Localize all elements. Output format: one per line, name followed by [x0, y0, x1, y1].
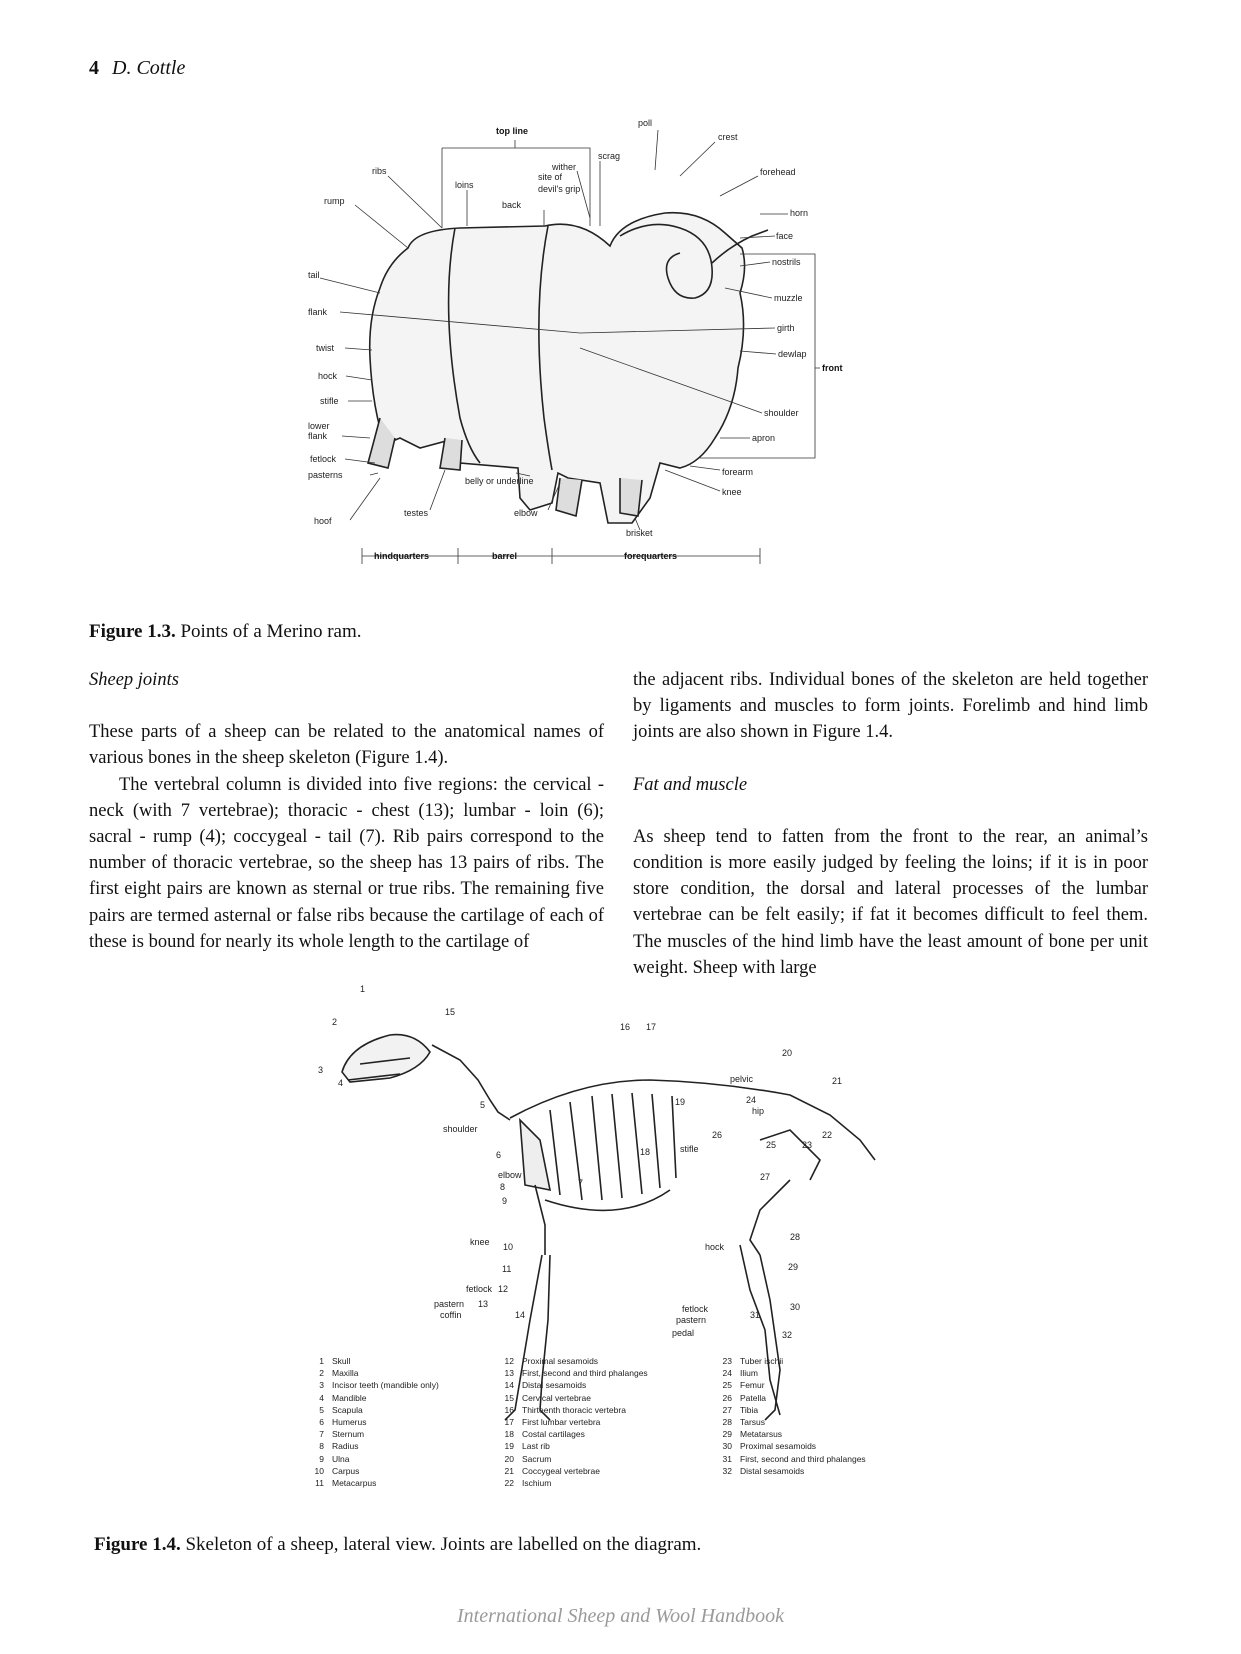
label-hindquarters: hindquarters [374, 551, 430, 561]
label-rump: rump [324, 196, 345, 206]
legend-bone-name: Scapula [332, 1404, 363, 1415]
bone-number: 28 [790, 1232, 801, 1242]
legend-bone-name: Tibia [740, 1404, 759, 1415]
label-girth: girth [777, 323, 795, 333]
heading-fat-and-muscle: Fat and muscle [633, 774, 748, 795]
legend-item [718, 1367, 868, 1379]
legend-item [500, 1379, 696, 1391]
label-pasterns: pasterns [308, 470, 343, 480]
bone-number: 7 [578, 1178, 584, 1188]
label-apron: apron [752, 433, 776, 443]
label-pastern-hind: pastern [676, 1315, 707, 1325]
label-face: face [776, 231, 794, 241]
label-poll: poll [638, 118, 653, 128]
ram-drawing [368, 213, 768, 523]
bone-number: 27 [760, 1172, 771, 1182]
legend-column [310, 1355, 478, 1489]
legend-bone-name: Patella [740, 1392, 766, 1403]
legend-bone-name: Distal sesamoids [522, 1380, 587, 1391]
legend-number: 8 [319, 1441, 324, 1452]
legend-item [718, 1379, 868, 1391]
label-hip: hip [752, 1106, 765, 1116]
legend-number: 28 [722, 1417, 732, 1428]
legend-number: 21 [504, 1465, 514, 1476]
legend-number: 2 [319, 1368, 324, 1379]
label-forehead: forehead [760, 167, 796, 177]
legend-bone-name: Mandible [332, 1392, 367, 1403]
label-back: back [502, 200, 522, 210]
legend-bone-name: Maxilla [332, 1368, 359, 1379]
legend-item [310, 1453, 478, 1465]
legend-bone-name: Skull [332, 1356, 351, 1366]
author: D. Cottle [112, 57, 186, 79]
legend-number: 18 [504, 1429, 514, 1440]
legend-item [310, 1379, 478, 1391]
legend-bone-name: Proximal sesamoids [522, 1356, 599, 1366]
legend-bone-name: Distal sesamoids [740, 1465, 805, 1476]
legend-number: 15 [504, 1392, 514, 1403]
legend-bone-name: Ischium [522, 1478, 552, 1489]
legend-number: 27 [722, 1404, 732, 1415]
bone-number: 1 [360, 984, 366, 994]
legend-bone-name: First lumbar vertebra [522, 1417, 601, 1428]
legend-item [718, 1416, 868, 1428]
legend-item [500, 1367, 696, 1379]
paragraph: The vertebral column is divided into five regions: the cervical - neck (with 7 vertebrae); thoracic - chest (13); lumbar - loin (6); sacral - rump (4); coccygeal - tail (7). Rib pairs correspond to the number of thoracic vertebrae, so the sheep has 13 pairs of ribs. The first eight pairs are known as sternal or true ribs. The remaining five pairs are termed asternal or false ribs because the cartilage of each of these is bound for nearly its whole length to the cartilage of [89, 774, 604, 952]
skeleton-legend [310, 1355, 910, 1489]
legend-bone-name: Humerus [332, 1417, 367, 1428]
legend-item [310, 1465, 478, 1477]
label-coffin: coffin [440, 1310, 462, 1320]
label-forearm: forearm [722, 467, 754, 477]
bone-number: 14 [515, 1310, 526, 1320]
label-fetlock: fetlock [466, 1284, 493, 1294]
bone-number: 26 [712, 1130, 723, 1140]
label-dewlap: dewlap [778, 349, 807, 359]
legend-bone-name: Sternum [332, 1429, 365, 1440]
legend-number: 25 [722, 1380, 732, 1391]
bone-number: 11 [502, 1264, 512, 1274]
label-knee: knee [722, 487, 742, 497]
label-elbow: elbow [514, 508, 538, 518]
legend-item [500, 1404, 696, 1416]
label-ribs: ribs [372, 166, 387, 176]
legend-item [500, 1392, 696, 1404]
legend-column [718, 1355, 868, 1489]
label-nostrils: nostrils [772, 257, 801, 267]
bone-number: 22 [822, 1130, 833, 1140]
legend-item [500, 1465, 696, 1477]
bone-number: 17 [646, 1022, 657, 1032]
legend-item [718, 1440, 868, 1452]
legend-item [500, 1416, 696, 1428]
label-testes: testes [404, 508, 429, 518]
bone-number: 18 [640, 1147, 651, 1157]
label-loins: loins [455, 180, 474, 190]
legend-item [310, 1477, 478, 1489]
legend-number: 19 [504, 1441, 514, 1452]
legend-number: 13 [504, 1368, 514, 1379]
legend-bone-name: Costal cartilages [522, 1429, 585, 1440]
legend-item [500, 1453, 696, 1465]
label-site-of: site of [538, 172, 563, 182]
label-knee: knee [470, 1237, 490, 1247]
label-fetlock-hind: fetlock [682, 1304, 709, 1314]
heading-sheep-joints: Sheep joints [89, 670, 179, 690]
legend-bone-name: Radius [332, 1441, 359, 1452]
legend-bone-name: Tuber ischii [740, 1356, 784, 1366]
label-twist: twist [316, 343, 334, 353]
label-hock: hock [318, 371, 338, 381]
legend-number: 9 [319, 1453, 324, 1464]
bone-number: 19 [675, 1097, 686, 1107]
legend-number: 11 [315, 1478, 324, 1489]
legend-bone-name: Thirteenth thoracic vertebra [522, 1404, 626, 1415]
legend-number: 12 [504, 1356, 514, 1366]
label-brisket: brisket [626, 528, 653, 538]
figure-1-3-merino-ram [308, 118, 910, 613]
label-stifle: stifle [680, 1144, 699, 1154]
legend-bone-name: Metacarpus [332, 1478, 377, 1489]
bone-number: 15 [445, 1007, 456, 1017]
legend-number: 14 [504, 1380, 514, 1391]
legend-bone-name: Incisor teeth (mandible only) [332, 1380, 439, 1391]
legend-item [310, 1355, 478, 1367]
legend-item [500, 1440, 696, 1452]
legend-number: 22 [504, 1478, 514, 1489]
legend-item [500, 1428, 696, 1440]
figure-1-4-caption-text: Skeleton of a sheep, lateral view. Joints are labelled on the diagram. [180, 1534, 702, 1555]
label-pedal: pedal [672, 1328, 695, 1338]
bone-number: 12 [498, 1284, 509, 1294]
legend-column [500, 1355, 696, 1489]
bone-number: 25 [766, 1140, 777, 1150]
legend-number: 20 [504, 1453, 514, 1464]
legend-item [718, 1428, 868, 1440]
legend-number: 29 [722, 1429, 732, 1440]
legend-number: 3 [319, 1380, 324, 1391]
legend-bone-name: Metatarsus [740, 1429, 783, 1440]
label-hock: hock [705, 1242, 725, 1252]
legend-item [310, 1428, 478, 1440]
legend-bone-name: Ulna [332, 1453, 350, 1464]
legend-bone-name: Femur [740, 1380, 765, 1391]
legend-item [718, 1453, 868, 1465]
legend-bone-name: Proximal sesamoids [740, 1441, 817, 1452]
legend-item [310, 1416, 478, 1428]
bone-number: 23 [802, 1140, 813, 1150]
legend-number: 32 [722, 1465, 732, 1476]
bone-number: 29 [788, 1262, 799, 1272]
footer: International Sheep and Wool Handbook [456, 1605, 784, 1627]
label-fetlock: fetlock [310, 454, 337, 464]
figure-1-3-caption-label: Figure 1.3. [89, 621, 176, 642]
bone-number: 13 [478, 1299, 489, 1309]
legend-number: 6 [319, 1417, 324, 1428]
right-column [633, 667, 1148, 981]
legend-number: 10 [314, 1465, 324, 1476]
bone-number: 2 [332, 1017, 338, 1027]
legend-number: 4 [319, 1392, 324, 1403]
legend-number: 31 [722, 1453, 732, 1464]
label-shoulder: shoulder [443, 1124, 478, 1134]
legend-number: 24 [722, 1368, 732, 1379]
bone-number: 32 [782, 1330, 793, 1340]
label-pelvic: pelvic [730, 1074, 754, 1084]
paragraph: As sheep tend to fatten from the front to the rear, an animal’s condition is more easily judged by feeling the loins; if it is in poor store condition, the dorsal and lateral processes of the lumbar vertebrae can be felt easily; if fat it becomes difficult to feel them. The muscles of the hind limb have the least amount of bone per unit weight. Sheep with large [633, 826, 1148, 978]
bone-number: 5 [480, 1100, 486, 1110]
bone-number: 16 [620, 1022, 631, 1032]
bone-number: 31 [750, 1310, 761, 1320]
label-belly: belly or underline [465, 476, 534, 486]
figure-1-4-caption [94, 1533, 701, 1557]
figure-1-3-caption [89, 620, 362, 644]
legend-item [500, 1477, 696, 1489]
bone-number: 21 [832, 1076, 843, 1086]
legend-bone-name: First, second and third phalanges [740, 1453, 866, 1464]
legend-bone-name: Sacrum [522, 1453, 552, 1464]
paragraph: the adjacent ribs. Individual bones of the skeleton are held together by ligaments and muscles to form joints. Forelimb and hind limb joints are also shown in Figure 1.4. [633, 670, 1148, 743]
legend-item [310, 1440, 478, 1452]
label-front: front [822, 363, 843, 373]
legend-item [310, 1367, 478, 1379]
label-elbow: elbow [498, 1170, 522, 1180]
legend-item [500, 1355, 696, 1367]
legend-item [310, 1392, 478, 1404]
legend-number: 23 [722, 1356, 732, 1366]
legend-item [718, 1355, 868, 1367]
label-shoulder: shoulder [764, 408, 799, 418]
label-scrag: scrag [598, 151, 621, 161]
legend-bone-name: Ilium [740, 1368, 758, 1379]
label-crest: crest [718, 132, 738, 142]
running-head [89, 57, 185, 80]
figure-1-4-caption-label: Figure 1.4. [94, 1534, 181, 1555]
left-column [89, 667, 604, 955]
label-lower: lower [308, 421, 330, 431]
legend-item [718, 1465, 868, 1477]
paragraph: These parts of a sheep can be related to the anatomical names of various bones in the sheep skeleton (Figure 1.4). [89, 722, 604, 769]
label-horn: horn [790, 208, 809, 218]
legend-bone-name: Carpus [332, 1465, 360, 1476]
label-barrel: barrel [492, 551, 518, 561]
bone-number: 8 [500, 1182, 506, 1192]
legend-number: 7 [319, 1429, 324, 1440]
bone-number: 30 [790, 1302, 801, 1312]
bone-number: 6 [496, 1150, 502, 1160]
legend-number: 26 [722, 1392, 732, 1403]
label-stifle: stifle [320, 396, 339, 406]
figure-1-4-sheep-skeleton [314, 984, 910, 1525]
legend-number: 17 [504, 1417, 514, 1428]
bone-number: 9 [502, 1196, 508, 1206]
legend-item [718, 1404, 868, 1416]
label-wither: wither [552, 162, 577, 172]
legend-item [718, 1392, 868, 1404]
label-tail: tail [308, 270, 320, 280]
legend-number: 5 [319, 1404, 324, 1415]
legend-item [310, 1404, 478, 1416]
figure-1-3-caption-text: Points of a Merino ram. [175, 621, 362, 642]
legend-number: 30 [722, 1441, 732, 1452]
bone-number: 20 [782, 1048, 793, 1058]
label-flank: flank [308, 307, 328, 317]
legend-bone-name: Last rib [522, 1441, 550, 1452]
label-top-line: top line [496, 126, 528, 136]
label-muzzle: muzzle [774, 293, 803, 303]
bone-number: 4 [338, 1078, 344, 1088]
legend-bone-name: Coccygeal vertebrae [522, 1465, 600, 1476]
legend-number: 16 [504, 1404, 514, 1415]
label-forequarters: forequarters [624, 551, 678, 561]
label-devils-grip: devil's grip [538, 184, 581, 194]
legend-bone-name: First, second and third phalanges [522, 1368, 648, 1379]
legend-number: 1 [319, 1356, 324, 1366]
label-pastern: pastern [434, 1299, 465, 1309]
legend-bone-name: Cervical vertebrae [522, 1392, 591, 1403]
label-lower-flank: flank [308, 431, 328, 441]
bone-number: 24 [746, 1095, 757, 1105]
legend-bone-name: Tarsus [740, 1417, 766, 1428]
bone-number: 10 [503, 1242, 514, 1252]
label-hoof: hoof [314, 516, 332, 526]
bone-number: 3 [318, 1065, 324, 1075]
page-number: 4 [89, 57, 99, 79]
